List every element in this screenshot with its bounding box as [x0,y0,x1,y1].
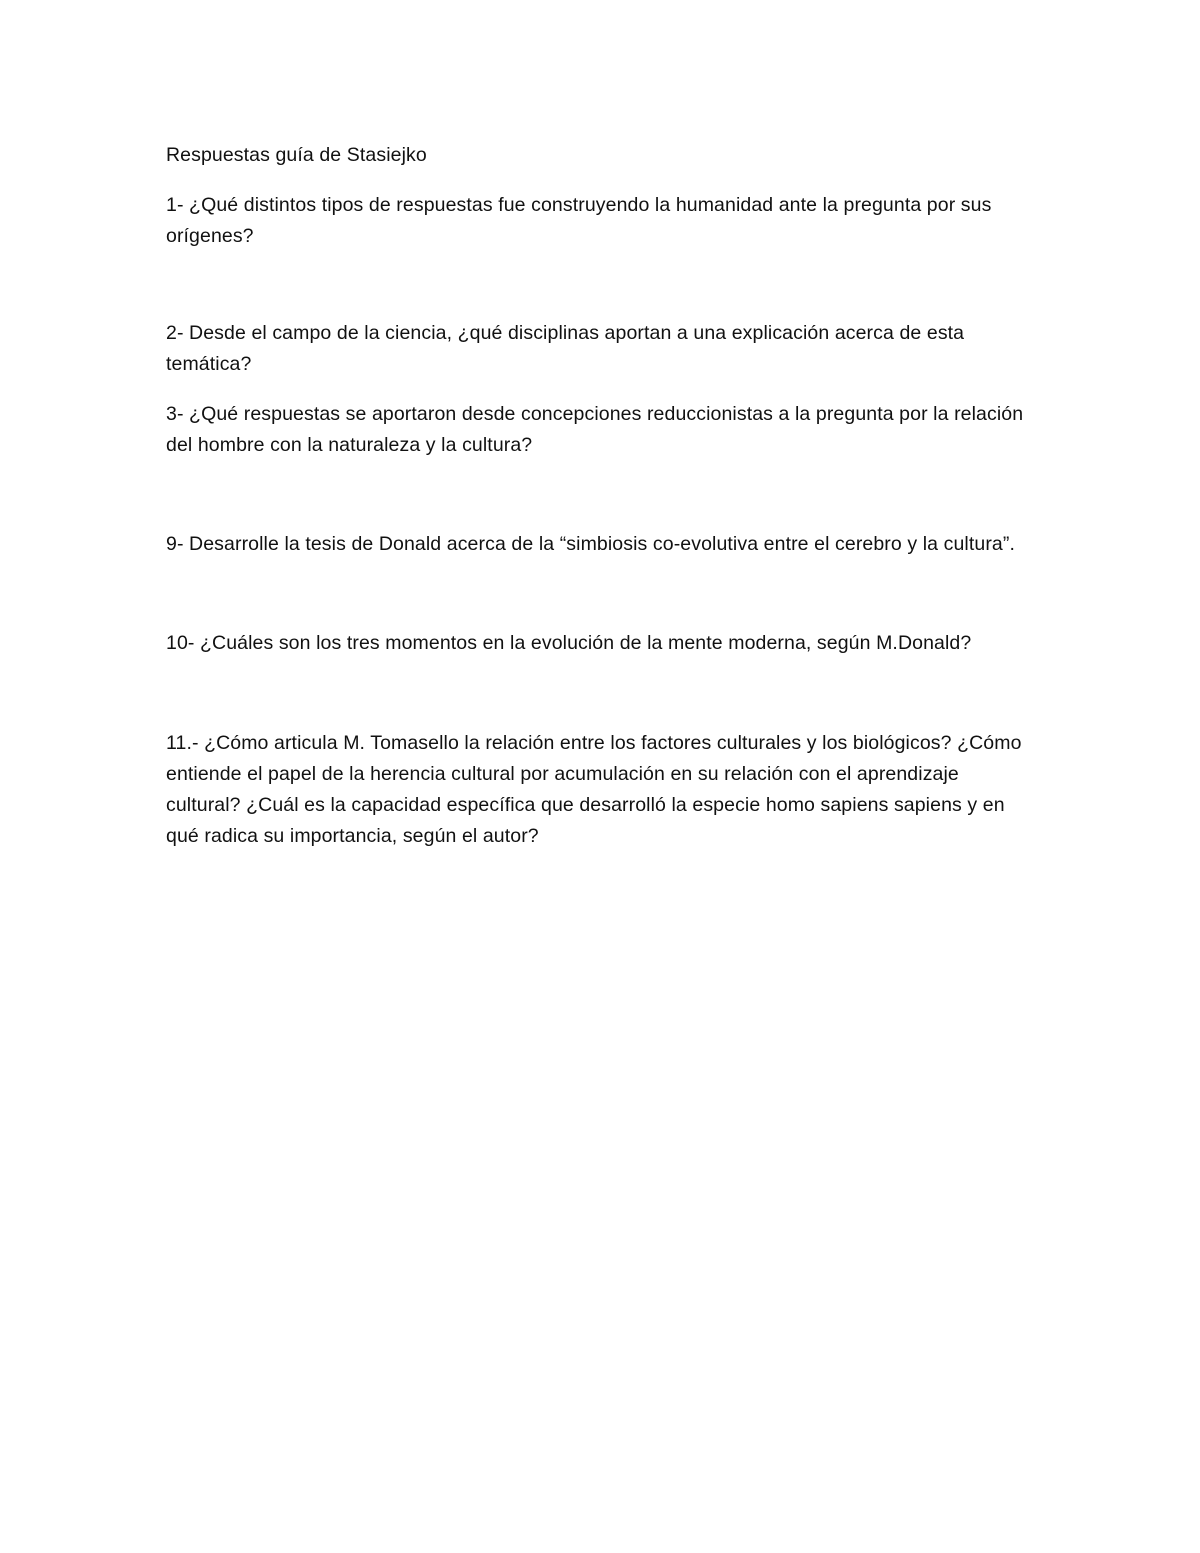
question-9: 9- Desarrolle la tesis de Donald acerca de la “simbiosis co-evolutiva entre el cerebro y la cultura”. [166,533,1015,555]
document-title: Respuestas guía de Stasiejko [166,144,427,166]
question-1: 1- ¿Qué distintos tipos de respuestas fue construyendo la humanidad ante la pregunta por sus orígenes? [166,194,992,247]
question-3: 3- ¿Qué respuestas se aportaron desde concepciones reduccionistas a la pregunta por la relación del hombre con la naturaleza y la cultura? [166,403,1024,456]
question-10: 10- ¿Cuáles son los tres momentos en la evolución de la mente moderna, según M.Donald? [166,632,972,654]
question-2: 2- Desde el campo de la ciencia, ¿qué disciplinas aportan a una explicación acerca de esta temática? [166,322,965,375]
question-11: 11.- ¿Cómo articula M. Tomasello la relación entre los factores culturales y los biológicos? ¿Cómo entiende el papel de la herencia cultural por acumulación en su relación con el aprendizaje cultural? ¿Cuál es la capacidad específica que desarrolló la especie homo sapiens sapiens y en qué radica su importancia, según el autor? [166,732,1022,847]
